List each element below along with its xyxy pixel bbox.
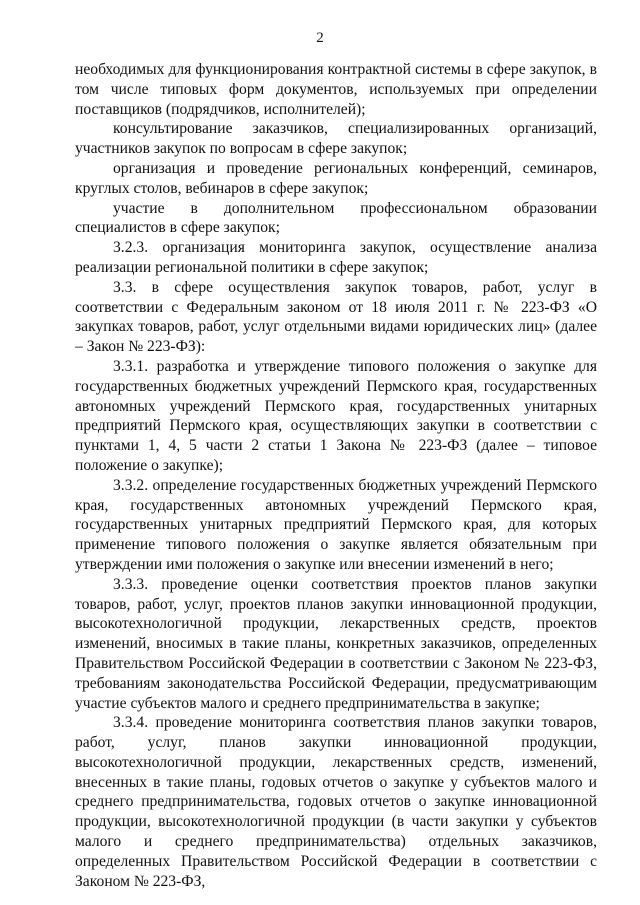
page-number: 2 (316, 30, 324, 46)
paragraph-continuation: необходимых для функционирования контрактной системы в сфере закупок, в том числе типовых форм документов, используемых при определении поставщиков (подрядчиков, исполнителей); (75, 61, 597, 118)
paragraph-3-3-1: 3.3.1. разработка и утверждение типового положения о закупке для государственных бюджетных учреждений Пермского края, государственных автономных учреждений Пермского края, государственных унитарных предприятий Пермского края, осуществляющих закупки в соответствии с пунктами 1, 4, 5 части 2 статьи 1 Закона № 223-ФЗ (далее – типовое положение о закупке); (75, 357, 597, 474)
paragraph-consulting: консультирование заказчиков, специализированных организаций, участников закупок по вопросам в сфере закупок; (75, 120, 597, 158)
paragraph-3-3: 3.3. в сфере осуществления закупок товаров, работ, услуг в соответствии с Федеральным законом от 18 июля 2011 г. № 223-ФЗ «О закупках товаров, работ, услуг отдельными видами юридических лиц» (далее – Закон № 223-ФЗ): (75, 278, 597, 356)
paragraph-3-3-2: 3.3.2. определение государственных бюджетных учреждений Пермского края, государственных автономных учреждений Пермского края, государственных унитарных предприятий Пермского края, для которых применение типового положения о закупке является обязательным при утверждении ими положения о закупке или внесении изменений в него; (75, 476, 597, 573)
paragraph-3-2-3: 3.2.3. организация мониторинга закупок, осуществление анализа реализации региональной политики в сфере закупок; (75, 239, 597, 276)
paragraph-3-3-3: 3.3.3. проведение оценки соответствия проектов планов закупки товаров, работ, услуг, проектов планов закупки инновационной продукции, высокотехнологичной продукции, лекарственных средств, проектов изменений, вносимых в такие планы, конкретных заказчиков, определенных Правительством Российской Федерации в соответствии с Законом № 223-ФЗ, требованиям законодательства Российской Федерации, предусматривающим участие субъектов малого и среднего предпринимательства в закупке; (75, 575, 597, 712)
paragraph-3-3-4: 3.3.4. проведение мониторинга соответствия планов закупки товаров, работ, услуг, планов закупки инновационной продукции, высокотехнологичной продукции, лекарственных средств, изменений, внесенных в такие планы, годовых отчетов о закупке у субъектов малого и среднего предпринимательства, годовых отчетов о закупке инновационной продукции, высокотехнологичной продукции (в части закупки у субъектов малого и среднего предпринимательства) отдельных заказчиков, определенных Правительством Российской Федерации в соответствии с Законом № 223-ФЗ, (75, 714, 597, 890)
document-body (75, 60, 597, 891)
paragraph-conferences: организация и проведение региональных конференций, семинаров, круглых столов, вебинаров в сфере закупок; (75, 159, 597, 197)
paragraph-education: участие в дополнительном профессиональном образовании специалистов в сфере закупок; (75, 199, 597, 237)
